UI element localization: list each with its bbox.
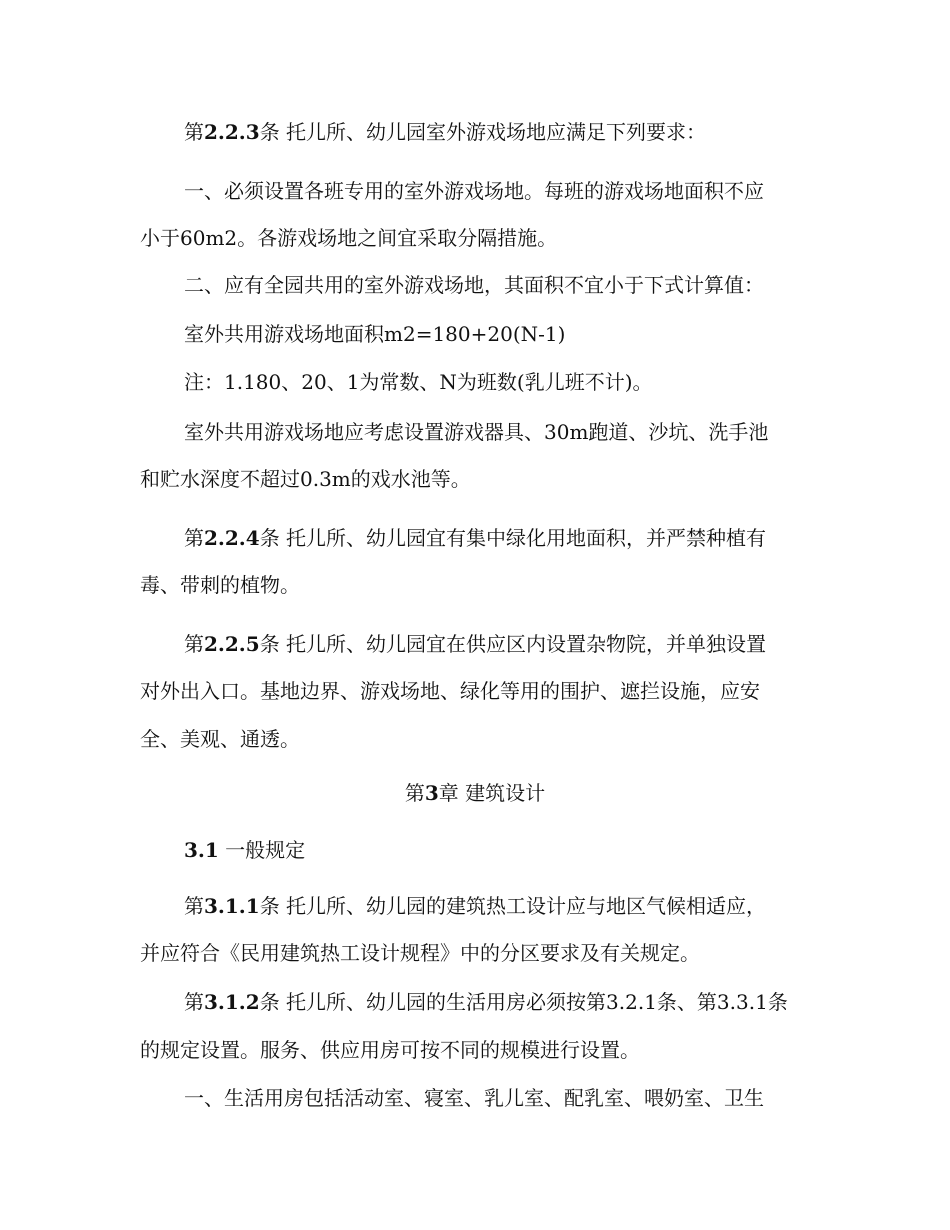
formula-line: 室外共用游戏场地面积m2=180+20(N-1) bbox=[184, 322, 566, 346]
article-prefix: 第 bbox=[184, 120, 204, 144]
article-text: 条 托儿所、幼儿园的建筑热工设计应与地区气候相适应， bbox=[259, 894, 767, 918]
paragraph-line: 并应符合《民用建筑热工设计规程》中的分区要求及有关规定。 bbox=[140, 941, 700, 965]
article-number: 3.1.1 bbox=[204, 894, 260, 918]
article-2-2-4-line bbox=[184, 524, 766, 552]
paragraph-line: 一、必须设置各班专用的室外游戏场地。每班的游戏场地面积不应 bbox=[184, 179, 764, 203]
paragraph-line: 全、美观、通透。 bbox=[140, 727, 300, 751]
article-number: 2.2.4 bbox=[204, 526, 260, 550]
article-prefix: 第 bbox=[184, 894, 204, 918]
article-3-1-2-line bbox=[184, 988, 788, 1016]
article-text: 条 托儿所、幼儿园的生活用房必须按第3.2.1条、第3.3.1条 bbox=[259, 990, 788, 1014]
article-number: 3.1.2 bbox=[204, 990, 260, 1014]
chapter-heading bbox=[0, 779, 950, 807]
paragraph-line: 和贮水深度不超过0.3m的戏水池等。 bbox=[140, 467, 471, 491]
paragraph-line: 的规定设置。服务、供应用房可按不同的规模进行设置。 bbox=[140, 1038, 640, 1062]
paragraph-line: 二、应有全园共用的室外游戏场地，其面积不宜小于下式计算值： bbox=[184, 273, 764, 297]
section-heading bbox=[184, 836, 305, 864]
article-prefix: 第 bbox=[184, 990, 204, 1014]
article-text: 条 托儿所、幼儿园宜有集中绿化用地面积，并严禁种植有 bbox=[259, 526, 767, 550]
article-2-2-5-line bbox=[184, 630, 766, 658]
section-title: 一般规定 bbox=[218, 838, 306, 862]
article-text: 条 托儿所、幼儿园室外游戏场地应满足下列要求： bbox=[259, 120, 707, 144]
chapter-number: 3 bbox=[424, 781, 439, 805]
article-number: 2.2.3 bbox=[204, 120, 260, 144]
paragraph-line: 室外共用游戏场地应考虑设置游戏器具、30m跑道、沙坑、洗手池 bbox=[184, 420, 769, 444]
note-line: 注：1.180、20、1为常数、N为班数(乳儿班不计)。 bbox=[184, 370, 653, 394]
article-2-2-3-line bbox=[184, 118, 706, 146]
article-prefix: 第 bbox=[184, 632, 204, 656]
article-3-1-1-line bbox=[184, 892, 766, 920]
paragraph-line: 毒、带刺的植物。 bbox=[140, 573, 300, 597]
chapter-prefix: 第 bbox=[404, 781, 425, 805]
paragraph-line: 一、生活用房包括活动室、寝室、乳儿室、配乳室、喂奶室、卫生 bbox=[184, 1086, 764, 1110]
paragraph-line: 对外出入口。基地边界、游戏场地、绿化等用的围护、遮拦设施，应安 bbox=[140, 679, 760, 703]
paragraph-line: 小于60m2。各游戏场地之间宜采取分隔措施。 bbox=[140, 226, 558, 250]
chapter-title: 章 建筑设计 bbox=[438, 781, 546, 805]
section-number: 3.1 bbox=[184, 838, 219, 862]
article-number: 2.2.5 bbox=[204, 632, 260, 656]
article-prefix: 第 bbox=[184, 526, 204, 550]
article-text: 条 托儿所、幼儿园宜在供应区内设置杂物院，并单独设置 bbox=[259, 632, 767, 656]
